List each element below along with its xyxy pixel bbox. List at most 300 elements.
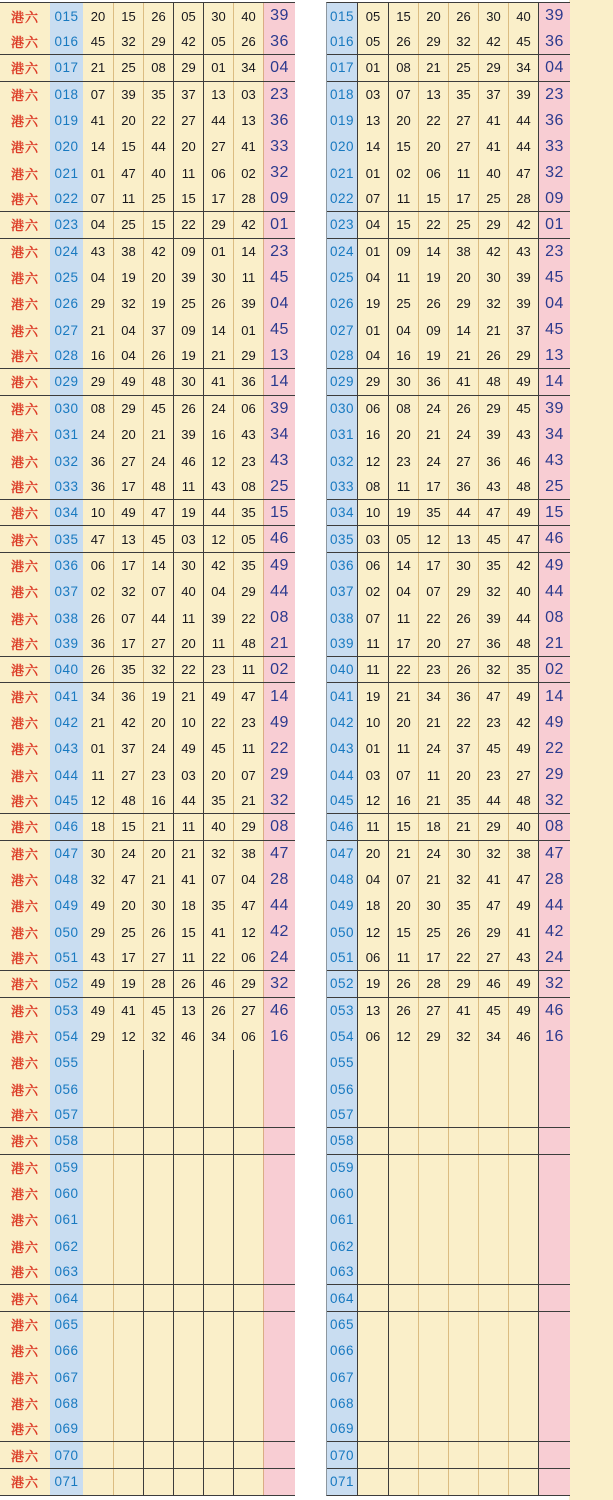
number-cell: 02 <box>388 160 418 186</box>
number-cell <box>448 1207 478 1233</box>
number-cell <box>203 1338 233 1364</box>
table-row <box>0 29 295 55</box>
draw-label-cell: 港六 <box>0 108 50 134</box>
special-number-cell: 36 <box>263 108 295 134</box>
number-cell: 42 <box>508 710 538 736</box>
number-cell: 26 <box>143 3 173 29</box>
number-cell: 26 <box>478 343 508 368</box>
number-cell: 21 <box>448 343 478 368</box>
table-row <box>327 1076 570 1102</box>
draw-label-cell: 港六 <box>0 736 50 762</box>
number-cell: 13 <box>173 998 203 1024</box>
number-cell: 32 <box>83 867 113 893</box>
issue-cell: 051 <box>327 945 357 970</box>
table-row <box>0 841 295 867</box>
special-number-cell: 15 <box>263 500 295 525</box>
number-cell: 20 <box>418 631 448 656</box>
special-number-cell: 39 <box>263 396 295 422</box>
issue-cell: 030 <box>50 396 83 422</box>
number-cell: 34 <box>418 683 448 709</box>
number-cell: 11 <box>113 186 143 211</box>
number-cell <box>143 1207 173 1233</box>
table-row <box>327 29 570 55</box>
number-cell <box>113 1050 143 1076</box>
number-cell: 27 <box>478 945 508 970</box>
number-cell <box>83 1233 113 1259</box>
number-cell: 41 <box>478 108 508 134</box>
number-cell <box>508 1364 538 1390</box>
number-cell: 39 <box>478 422 508 448</box>
issue-cell: 029 <box>327 369 357 394</box>
issue-cell: 053 <box>50 998 83 1024</box>
number-cell <box>448 1259 478 1284</box>
number-cell: 24 <box>418 736 448 762</box>
number-cell: 15 <box>388 919 418 945</box>
issue-cell: 042 <box>50 710 83 736</box>
issue-cell: 021 <box>327 160 357 186</box>
number-cell: 04 <box>203 579 233 605</box>
issue-cell: 040 <box>327 657 357 682</box>
number-cell: 11 <box>388 474 418 499</box>
number-cell: 30 <box>143 893 173 919</box>
number-cell <box>113 1259 143 1284</box>
special-number-cell <box>538 1181 570 1207</box>
number-cell <box>83 1050 113 1076</box>
number-cell: 43 <box>83 945 113 970</box>
number-cell <box>83 1285 113 1310</box>
number-cell: 49 <box>508 369 538 394</box>
number-cell: 36 <box>233 369 263 394</box>
number-cell: 21 <box>418 422 448 448</box>
draw-label-cell: 港六 <box>0 448 50 474</box>
number-cell <box>448 1442 478 1467</box>
number-cell: 02 <box>83 579 113 605</box>
number-cell <box>203 1181 233 1207</box>
number-cell: 40 <box>173 579 203 605</box>
special-number-cell: 46 <box>263 998 295 1024</box>
number-cell: 32 <box>478 657 508 682</box>
number-cell: 30 <box>203 265 233 291</box>
table-row <box>327 1128 570 1154</box>
special-number-cell: 39 <box>263 3 295 29</box>
special-number-cell <box>538 1285 570 1310</box>
special-number-cell: 29 <box>263 762 295 788</box>
issue-cell: 035 <box>327 526 357 551</box>
number-cell: 11 <box>203 631 233 656</box>
special-number-cell <box>263 1076 295 1102</box>
special-number-cell <box>263 1285 295 1310</box>
table-row <box>0 1050 295 1076</box>
number-cell: 05 <box>233 526 263 551</box>
number-cell: 10 <box>83 500 113 525</box>
number-cell: 29 <box>357 369 388 394</box>
number-cell: 20 <box>418 3 448 29</box>
number-cell: 49 <box>83 893 113 919</box>
number-cell: 43 <box>508 422 538 448</box>
number-cell <box>143 1338 173 1364</box>
issue-cell: 037 <box>327 579 357 605</box>
number-cell: 04 <box>357 343 388 368</box>
number-cell: 23 <box>478 710 508 736</box>
number-cell: 14 <box>418 239 448 265</box>
number-cell <box>173 1390 203 1416</box>
number-cell: 06 <box>233 396 263 422</box>
number-cell <box>388 1338 418 1364</box>
number-cell <box>113 1128 143 1153</box>
issue-cell: 051 <box>50 945 83 970</box>
number-cell: 35 <box>478 553 508 579</box>
number-cell: 35 <box>448 788 478 813</box>
number-cell: 17 <box>113 945 143 970</box>
number-cell <box>508 1312 538 1338</box>
table-row <box>327 657 570 683</box>
number-cell <box>203 1390 233 1416</box>
draw-label-cell: 港六 <box>0 998 50 1024</box>
number-cell <box>173 1128 203 1153</box>
issue-cell: 022 <box>327 186 357 211</box>
number-cell: 39 <box>173 422 203 448</box>
number-cell <box>388 1416 418 1441</box>
number-cell <box>508 1338 538 1364</box>
number-cell <box>478 1076 508 1102</box>
number-cell <box>83 1416 113 1441</box>
number-cell: 28 <box>508 186 538 211</box>
issue-cell: 054 <box>327 1024 357 1050</box>
number-cell: 46 <box>478 971 508 996</box>
special-number-cell: 49 <box>263 553 295 579</box>
issue-cell: 043 <box>327 736 357 762</box>
table-row <box>327 683 570 709</box>
number-cell: 24 <box>203 396 233 422</box>
number-cell <box>418 1076 448 1102</box>
table-row <box>327 1050 570 1076</box>
number-cell <box>173 1416 203 1441</box>
number-cell: 08 <box>83 396 113 422</box>
number-cell <box>418 1259 448 1284</box>
number-cell: 26 <box>143 919 173 945</box>
special-number-cell: 01 <box>263 212 295 237</box>
number-cell: 22 <box>418 605 448 631</box>
number-cell: 06 <box>418 160 448 186</box>
number-cell: 12 <box>357 448 388 474</box>
draw-label-cell: 港六 <box>0 1285 50 1310</box>
special-number-cell: 14 <box>538 683 570 709</box>
number-cell: 07 <box>203 867 233 893</box>
number-cell: 04 <box>233 867 263 893</box>
number-cell: 22 <box>233 605 263 631</box>
issue-cell: 064 <box>50 1285 83 1310</box>
special-number-cell: 22 <box>263 736 295 762</box>
number-cell: 11 <box>173 160 203 186</box>
number-cell: 40 <box>508 579 538 605</box>
number-cell: 22 <box>418 108 448 134</box>
number-cell: 11 <box>357 657 388 682</box>
number-cell: 03 <box>357 762 388 788</box>
number-cell: 30 <box>173 553 203 579</box>
issue-cell: 028 <box>327 343 357 368</box>
table-row <box>327 553 570 579</box>
table-row <box>327 788 570 814</box>
number-cell: 17 <box>448 186 478 211</box>
special-number-cell: 21 <box>263 631 295 656</box>
number-cell: 27 <box>448 448 478 474</box>
draw-label-cell: 港六 <box>0 1076 50 1102</box>
special-number-cell: 42 <box>538 919 570 945</box>
special-number-cell: 02 <box>263 657 295 682</box>
table-row <box>0 369 295 395</box>
number-cell <box>418 1442 448 1467</box>
number-cell <box>357 1416 388 1441</box>
number-cell <box>143 1285 173 1310</box>
issue-cell: 056 <box>50 1076 83 1102</box>
number-cell: 05 <box>173 3 203 29</box>
number-cell <box>113 1469 143 1495</box>
special-number-cell <box>538 1390 570 1416</box>
number-cell: 37 <box>113 736 143 762</box>
special-number-cell: 33 <box>538 134 570 160</box>
number-cell: 49 <box>83 971 113 996</box>
number-cell <box>508 1128 538 1153</box>
issue-cell: 065 <box>50 1312 83 1338</box>
issue-cell: 027 <box>50 317 83 343</box>
number-cell <box>233 1390 263 1416</box>
issue-cell: 068 <box>50 1390 83 1416</box>
number-cell: 34 <box>508 55 538 80</box>
number-cell: 24 <box>418 396 448 422</box>
table-row <box>0 1390 295 1416</box>
number-cell <box>233 1233 263 1259</box>
table-row <box>0 631 295 657</box>
number-cell: 12 <box>357 788 388 813</box>
number-cell: 21 <box>143 867 173 893</box>
special-number-cell: 44 <box>538 893 570 919</box>
issue-cell: 048 <box>50 867 83 893</box>
draw-label-cell: 港六 <box>0 265 50 291</box>
number-cell: 21 <box>173 683 203 709</box>
issue-cell: 045 <box>50 788 83 813</box>
special-number-cell <box>263 1364 295 1390</box>
issue-cell: 061 <box>327 1207 357 1233</box>
table-row <box>0 265 295 291</box>
issue-cell: 071 <box>327 1469 357 1495</box>
number-cell: 32 <box>448 867 478 893</box>
number-cell: 44 <box>173 788 203 813</box>
number-cell: 17 <box>203 186 233 211</box>
issue-cell: 026 <box>50 291 83 317</box>
number-cell: 16 <box>83 343 113 368</box>
number-cell: 29 <box>508 343 538 368</box>
number-cell <box>233 1469 263 1495</box>
draw-label-cell: 港六 <box>0 1416 50 1441</box>
number-cell <box>388 1207 418 1233</box>
number-cell: 01 <box>357 736 388 762</box>
number-cell: 48 <box>143 369 173 394</box>
number-cell: 44 <box>143 134 173 160</box>
number-cell: 40 <box>478 160 508 186</box>
number-cell <box>173 1050 203 1076</box>
number-cell: 22 <box>448 945 478 970</box>
number-cell: 34 <box>203 1024 233 1050</box>
number-cell: 36 <box>448 474 478 499</box>
number-cell: 45 <box>508 29 538 54</box>
number-cell: 20 <box>357 841 388 867</box>
table-row <box>327 893 570 919</box>
number-cell: 21 <box>418 55 448 80</box>
issue-cell: 054 <box>50 1024 83 1050</box>
number-cell <box>418 1285 448 1310</box>
number-cell: 19 <box>388 500 418 525</box>
number-cell: 47 <box>113 867 143 893</box>
table-row <box>327 919 570 945</box>
number-cell: 21 <box>418 788 448 813</box>
special-number-cell: 23 <box>538 239 570 265</box>
number-cell <box>478 1338 508 1364</box>
number-cell <box>233 1102 263 1127</box>
number-cell <box>508 1207 538 1233</box>
number-cell: 48 <box>508 631 538 656</box>
number-cell: 04 <box>83 212 113 237</box>
number-cell: 46 <box>508 1024 538 1050</box>
special-number-cell: 08 <box>263 605 295 631</box>
number-cell: 38 <box>508 841 538 867</box>
table-row <box>0 317 295 343</box>
table-row <box>327 1102 570 1128</box>
table-row <box>327 1338 570 1364</box>
special-number-cell: 34 <box>538 422 570 448</box>
special-number-cell <box>538 1442 570 1467</box>
draw-label-cell: 港六 <box>0 186 50 211</box>
table-row <box>0 553 295 579</box>
number-cell: 05 <box>388 526 418 551</box>
special-number-cell: 49 <box>538 710 570 736</box>
issue-cell: 023 <box>50 212 83 237</box>
issue-cell: 034 <box>50 500 83 525</box>
table-row <box>327 736 570 762</box>
number-cell <box>357 1312 388 1338</box>
table-row <box>327 1259 570 1285</box>
issue-cell: 052 <box>50 971 83 996</box>
number-cell <box>357 1050 388 1076</box>
number-cell: 34 <box>83 683 113 709</box>
number-cell: 29 <box>448 291 478 317</box>
issue-cell: 020 <box>50 134 83 160</box>
number-cell: 36 <box>83 474 113 499</box>
number-cell <box>357 1102 388 1127</box>
special-number-cell <box>263 1259 295 1284</box>
number-cell: 24 <box>418 841 448 867</box>
special-number-cell: 22 <box>538 736 570 762</box>
table-row <box>327 239 570 265</box>
table-row <box>327 1207 570 1233</box>
number-cell <box>388 1050 418 1076</box>
number-cell <box>173 1259 203 1284</box>
table-row <box>327 500 570 526</box>
draw-label-cell: 港六 <box>0 1312 50 1338</box>
number-cell: 36 <box>478 448 508 474</box>
special-number-cell: 32 <box>263 788 295 813</box>
special-number-cell: 43 <box>538 448 570 474</box>
special-number-cell: 45 <box>263 317 295 343</box>
number-cell: 19 <box>357 683 388 709</box>
special-number-cell: 44 <box>263 893 295 919</box>
number-cell: 46 <box>173 1024 203 1050</box>
special-number-cell <box>263 1416 295 1441</box>
table-row <box>0 1076 295 1102</box>
number-cell: 19 <box>357 291 388 317</box>
number-cell <box>508 1181 538 1207</box>
number-cell: 11 <box>357 631 388 656</box>
number-cell: 24 <box>143 736 173 762</box>
number-cell: 45 <box>478 526 508 551</box>
issue-cell: 016 <box>327 29 357 54</box>
number-cell <box>448 1181 478 1207</box>
special-number-cell: 02 <box>538 657 570 682</box>
number-cell: 08 <box>233 474 263 499</box>
table-row <box>0 1364 295 1390</box>
number-cell <box>388 1155 418 1181</box>
issue-cell: 044 <box>50 762 83 788</box>
table-row <box>0 1442 295 1468</box>
special-number-cell: 46 <box>538 526 570 551</box>
number-cell: 45 <box>143 998 173 1024</box>
number-cell <box>173 1233 203 1259</box>
number-cell: 20 <box>388 893 418 919</box>
number-cell <box>113 1416 143 1441</box>
number-cell: 11 <box>388 945 418 970</box>
number-cell <box>388 1312 418 1338</box>
number-cell: 17 <box>388 631 418 656</box>
special-number-cell <box>263 1338 295 1364</box>
special-number-cell <box>538 1364 570 1390</box>
number-cell: 26 <box>448 605 478 631</box>
issue-cell: 027 <box>327 317 357 343</box>
number-cell: 27 <box>508 762 538 788</box>
number-cell: 07 <box>388 82 418 108</box>
number-cell: 18 <box>173 893 203 919</box>
issue-cell: 066 <box>50 1338 83 1364</box>
number-cell: 22 <box>173 657 203 682</box>
number-cell <box>388 1181 418 1207</box>
number-cell: 11 <box>173 814 203 839</box>
number-cell: 42 <box>203 553 233 579</box>
number-cell: 30 <box>448 553 478 579</box>
number-cell: 27 <box>448 108 478 134</box>
number-cell: 29 <box>448 579 478 605</box>
table-row <box>0 500 295 526</box>
number-cell: 20 <box>143 841 173 867</box>
number-cell: 20 <box>113 893 143 919</box>
number-cell: 04 <box>357 867 388 893</box>
special-number-cell <box>263 1207 295 1233</box>
number-cell <box>113 1285 143 1310</box>
number-cell <box>143 1259 173 1284</box>
number-cell: 24 <box>113 841 143 867</box>
draw-label-cell: 港六 <box>0 239 50 265</box>
special-number-cell: 32 <box>538 160 570 186</box>
number-cell <box>83 1390 113 1416</box>
number-cell: 07 <box>233 762 263 788</box>
issue-cell: 025 <box>327 265 357 291</box>
number-cell: 40 <box>233 3 263 29</box>
number-cell: 04 <box>113 317 143 343</box>
issue-cell: 032 <box>327 448 357 474</box>
special-number-cell: 34 <box>263 422 295 448</box>
issue-cell: 017 <box>50 55 83 80</box>
number-cell <box>448 1050 478 1076</box>
issue-cell: 048 <box>327 867 357 893</box>
number-cell <box>357 1233 388 1259</box>
issue-cell: 033 <box>327 474 357 499</box>
